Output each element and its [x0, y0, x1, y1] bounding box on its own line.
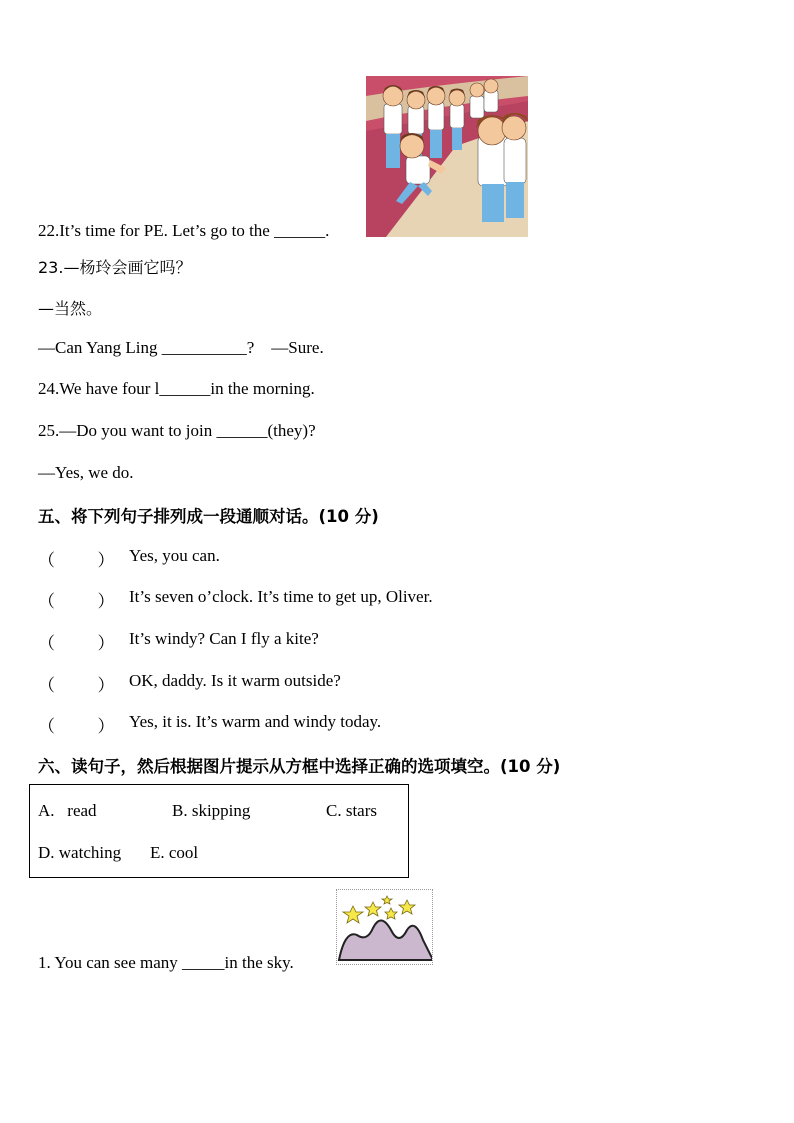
section-5-bracket-4: （ ）: [38, 676, 115, 695]
option-a: A. read: [38, 801, 97, 820]
section-6-title: 六、读句子，然后根据图片提示从方框中选择正确的选项填空。(10 分): [38, 757, 561, 776]
option-c: C. stars: [326, 801, 377, 820]
option-b: B. skipping: [172, 801, 251, 820]
track-scene-illustration: [366, 76, 528, 237]
section-5-bracket-2: （ ）: [38, 592, 115, 611]
section-5-sentence-3: It’s windy? Can I fly a kite?: [129, 629, 319, 648]
option-e: E. cool: [150, 843, 199, 862]
section-5-title: 五、将下列句子排列成一段通顺对话。(10 分): [38, 507, 379, 526]
question-24: 24.We have four l______in the morning.: [38, 379, 315, 398]
options-box: [29, 784, 409, 878]
question-23-prompt: 23.—杨玲会画它吗？: [38, 258, 192, 277]
section-5-bracket-1: （ ）: [38, 551, 115, 570]
stars-picture: [336, 889, 433, 965]
question-25-answer: —Yes, we do.: [38, 463, 134, 482]
question-22: 22.It’s time for PE. Let’s go to the ______.: [38, 221, 330, 240]
section-5-sentence-4: OK, daddy. Is it warm outside?: [129, 671, 341, 690]
section-5-bracket-3: （ ）: [38, 634, 115, 653]
section-5-bracket-5: （ ）: [38, 717, 115, 736]
section-5-sentence-1: Yes, you can.: [129, 546, 220, 565]
stars-mountains-illustration: [337, 890, 433, 965]
option-d: D. watching: [38, 843, 122, 862]
question-25-question: 25.—Do you want to join ______(they)?: [38, 421, 316, 440]
section-5-sentence-5: Yes, it is. It’s warm and windy today.: [129, 712, 382, 731]
question-23-answer-cn: —当然。: [38, 299, 103, 318]
section-5-sentence-2: It’s seven o’clock. It’s time to get up, Oliver.: [129, 587, 433, 606]
section-6-question-1: 1. You can see many _____in the sky.: [38, 953, 294, 972]
question-23-dialog: —Can Yang Ling __________? —Sure.: [38, 338, 324, 357]
running-track-picture: [366, 76, 528, 237]
